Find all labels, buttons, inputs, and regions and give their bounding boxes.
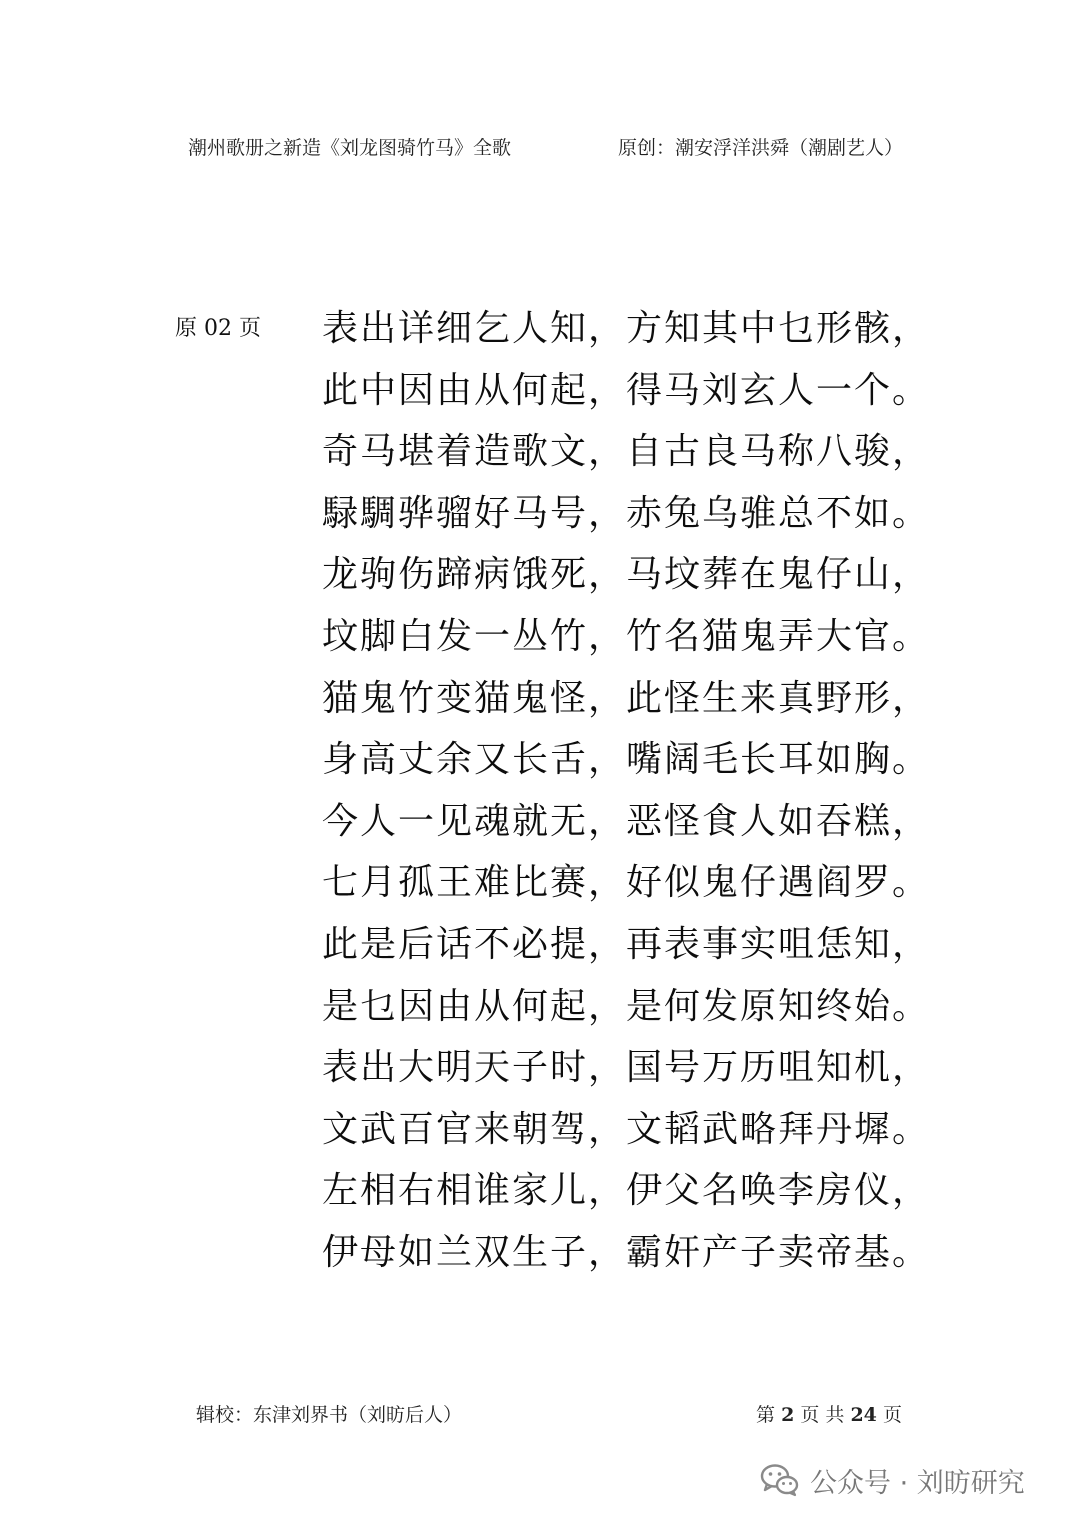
verse-line: 此中因由从何起，得马刘玄人一个。 — [322, 369, 931, 411]
verse-line: 猫鬼竹变猫鬼怪，此怪生来真野形， — [322, 677, 931, 719]
verse-line: 伊母如兰双生子，霸奸产子卖帝基。 — [322, 1231, 931, 1273]
verse-block — [322, 298, 931, 1284]
watermark — [760, 1458, 1025, 1502]
footer-editor: 辑校：东津刘界书（刘昉后人） — [196, 1404, 463, 1426]
page-total: 24 — [850, 1404, 877, 1426]
original-page-label: 原 02 页 — [175, 316, 261, 341]
verse-line: 表出详细乞人知，方知其中乜形骸， — [322, 308, 931, 349]
page-header — [0, 133, 1080, 163]
verse-line: 身高丈余又长舌，嘴阔毛长耳如胸。 — [322, 739, 931, 781]
verse-line: 今人一见魂就无，恶怪食人如吞糕， — [322, 800, 931, 842]
page-footer — [0, 1400, 1080, 1430]
verse-line: 騄騆骅骝好马号，赤兔乌骓总不如。 — [322, 492, 931, 534]
verse-line: 坟脚白发一丛竹，竹名猫鬼弄大官。 — [322, 615, 931, 657]
wechat-icon — [760, 1463, 800, 1497]
header-author: 原创：潮安浮洋洪舜（潮剧艺人） — [618, 137, 904, 159]
verse-line: 龙驹伤蹄病饿死，马坟葬在鬼仔山， — [322, 554, 931, 596]
verse-line: 此是后话不必提，再表事实咀恁知， — [322, 923, 931, 965]
header-title: 潮州歌册之新造《刘龙图骑竹马》全歌 — [188, 137, 512, 159]
page-prefix: 第 — [756, 1404, 776, 1426]
verse-line: 七月孤王难比赛，好似鬼仔遇阎罗。 — [322, 862, 931, 904]
verse-line: 左相右相谁家儿，伊父名唤李房仪， — [322, 1170, 931, 1212]
verse-line: 表出大明天子时，国号万历咀知机， — [322, 1047, 931, 1089]
page-current: 2 — [781, 1404, 795, 1426]
page-suffix: 页 — [882, 1404, 902, 1426]
watermark-text: 公众号 · 刘昉研究 — [810, 1467, 1025, 1499]
verse-line: 文武百官来朝驾，文韬武略拜丹墀。 — [322, 1108, 931, 1150]
verse-line: 是乜因由从何起，是何发原知终始。 — [322, 985, 931, 1027]
page-number — [756, 1400, 902, 1430]
verse-line: 奇马堪着造歌文，自古良马称八骏， — [322, 431, 931, 473]
page-middle: 页 共 — [800, 1404, 845, 1426]
